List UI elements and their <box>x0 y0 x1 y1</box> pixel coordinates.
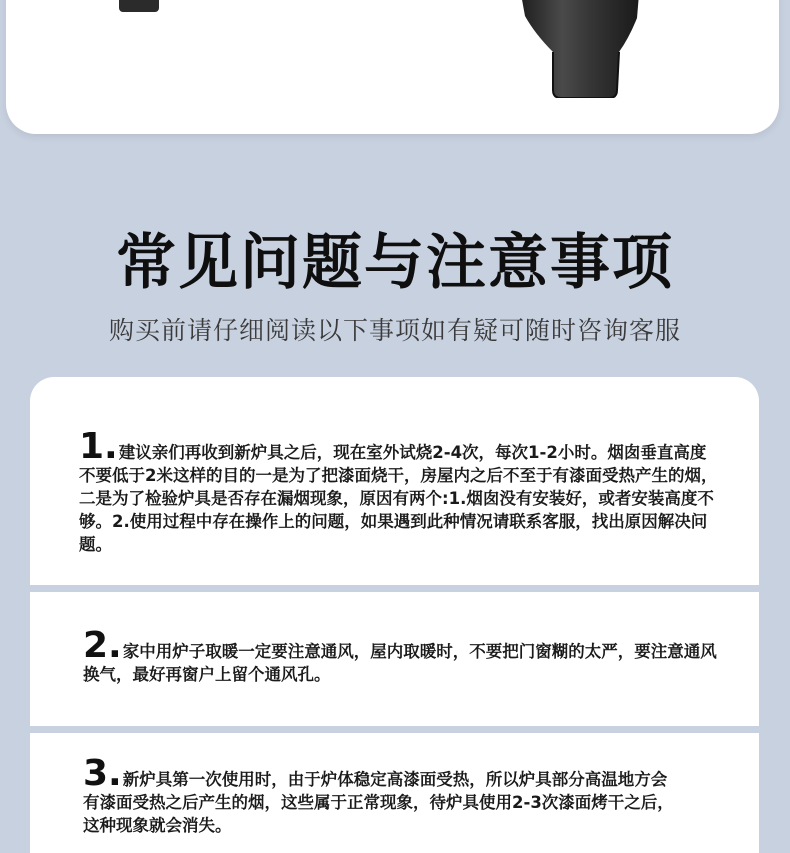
product-image-card <box>6 0 779 134</box>
faq-number-1: 1. <box>79 426 118 467</box>
stove-foot-image <box>119 0 159 12</box>
faq-text-3: 新炉具第一次使用时，由于炉体稳定高漆面受热，所以炉具部分高温地方会有漆面受热之后产生的烟，这些属于正常现象，待炉具使用2-3次漆面烤干之后，这种现象就会消失。 <box>83 770 674 835</box>
page-title: 常见问题与注意事项 <box>116 228 674 298</box>
faq-item-2 <box>83 625 723 686</box>
stove-leg-image <box>521 0 639 98</box>
faq-number-2: 2. <box>83 625 122 666</box>
page-subtitle: 购买前请仔细阅读以下事项如有疑可随时咨询客服 <box>108 316 681 345</box>
faq-card-2 <box>30 592 759 726</box>
faq-item-1 <box>79 426 719 556</box>
faq-card-1 <box>30 377 759 585</box>
faq-card-3 <box>30 733 759 853</box>
faq-text-2: 家中用炉子取暖一定要注意通风，屋内取暖时，不要把门窗糊的太严，要注意通风换气，最好再窗户上留个通风孔。 <box>83 642 717 684</box>
faq-number-3: 3. <box>83 753 122 794</box>
faq-item-3 <box>83 753 683 837</box>
faq-text-1: 建议亲们再收到新炉具之后，现在室外试烧2-4次，每次1-2小时。烟囱垂直高度不要低于2米这样的目的一是为了把漆面烧干，房屋内之后不至于有漆面受热产生的烟，二是为了检验炉具是否存在漏烟现象，原因有两个:1.烟囱没有安装好，或者安装高度不够。2.使用过程中存在操作上的问题，如果遇到此种情况请联系客服，找出原因解决问题。 <box>79 443 718 554</box>
